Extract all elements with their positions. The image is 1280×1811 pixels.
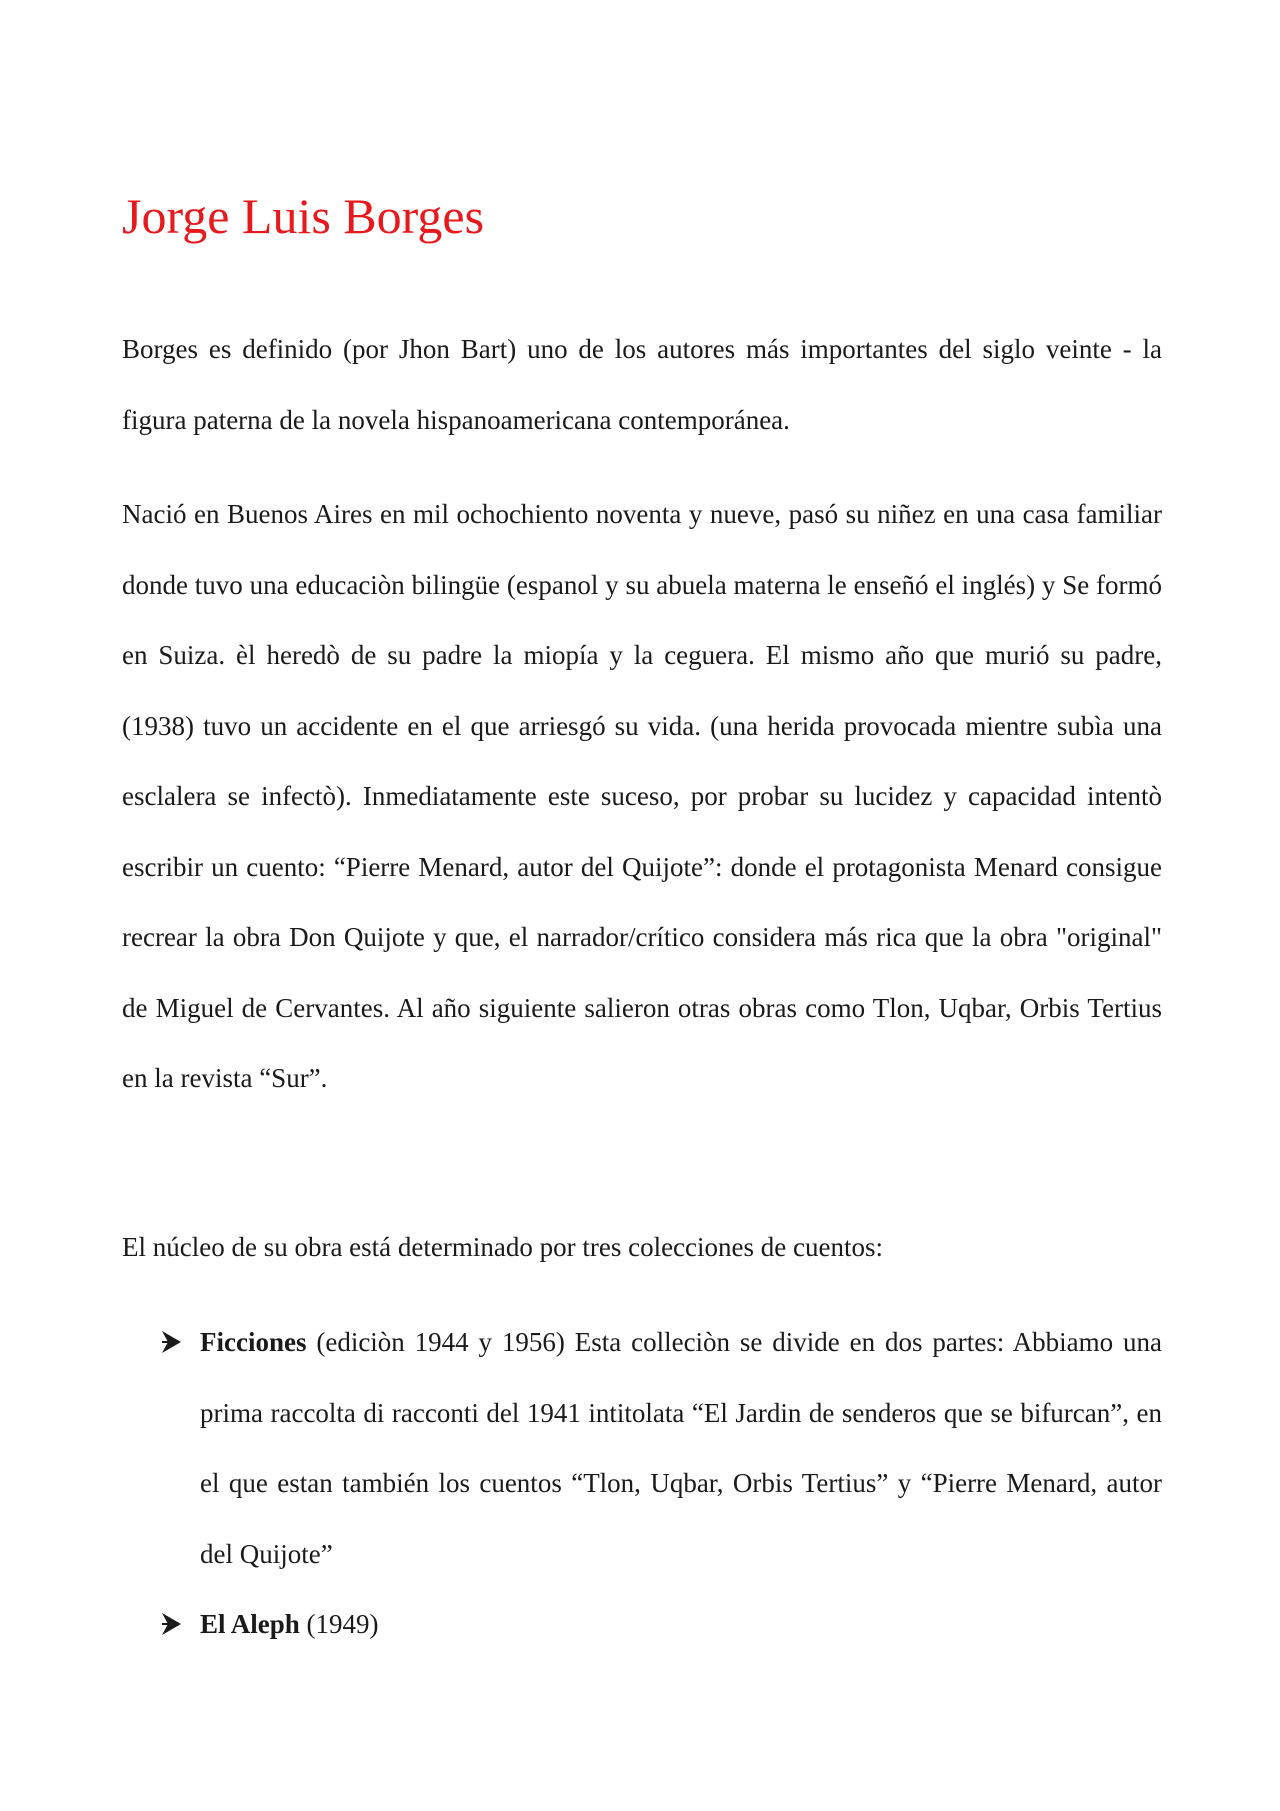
arrow-bullet-icon bbox=[160, 1611, 182, 1637]
page-title: Jorge Luis Borges bbox=[122, 188, 485, 244]
biography-paragraph: Nació en Buenos Aires en mil ochochiento noventa y nueve, pasó su niñez en una casa familiar donde tuvo una educaciòn bilingüe (espanol y su abuela materna le enseñó el inglés) y Se formó en Suiza. èl heredò de su padre la miopía y la ceguera. El mismo año que murió su padre, (1938) tuvo un accidente en el que arriesgó su vida. (una herida provocada mientre subìa una esclalera se infectò). Inmediatamente este suceso, por probar su lucidez y capacidad intentò escribir un cuento: “Pierre Menard, autor del Quijote”: donde el protagonista Menard consigue recrear la obra Don Quijote y que, el narrador/crítico considera más rica que la obra "original" de Miguel de Cervantes. Al año siguiente salieron otras obras como Tlon, Uqbar, Orbis Tertius en la revista “Sur”. bbox=[122, 499, 1162, 1093]
collections-list bbox=[122, 1307, 1162, 1660]
list-item bbox=[122, 1307, 1162, 1589]
collections-intro-paragraph: El núcleo de su obra está determinado por tres colecciones de cuentos: bbox=[122, 1232, 883, 1262]
arrow-bullet-icon bbox=[160, 1329, 182, 1355]
list-item-title: Ficciones bbox=[200, 1327, 307, 1357]
list-item-title: El Aleph bbox=[200, 1609, 300, 1639]
list-item bbox=[122, 1589, 1162, 1660]
list-item-text: (ediciòn 1944 y 1956) Esta colleciòn se divide en dos partes: Abbiamo una prima raccolta di racconti del 1941 intitolata “El Jardin de senderos que se bifurcan”, en el que estan también los cuentos “Tlon, Uqbar, Orbis Tertius” y “Pierre Menard, autor del Quijote” bbox=[200, 1327, 1162, 1569]
list-item-text: (1949) bbox=[299, 1609, 379, 1639]
intro-paragraph: Borges es definido (por Jhon Bart) uno de los autores más importantes del siglo veinte - la figura paterna de la novela hispanoamericana contemporánea. bbox=[122, 334, 1162, 435]
